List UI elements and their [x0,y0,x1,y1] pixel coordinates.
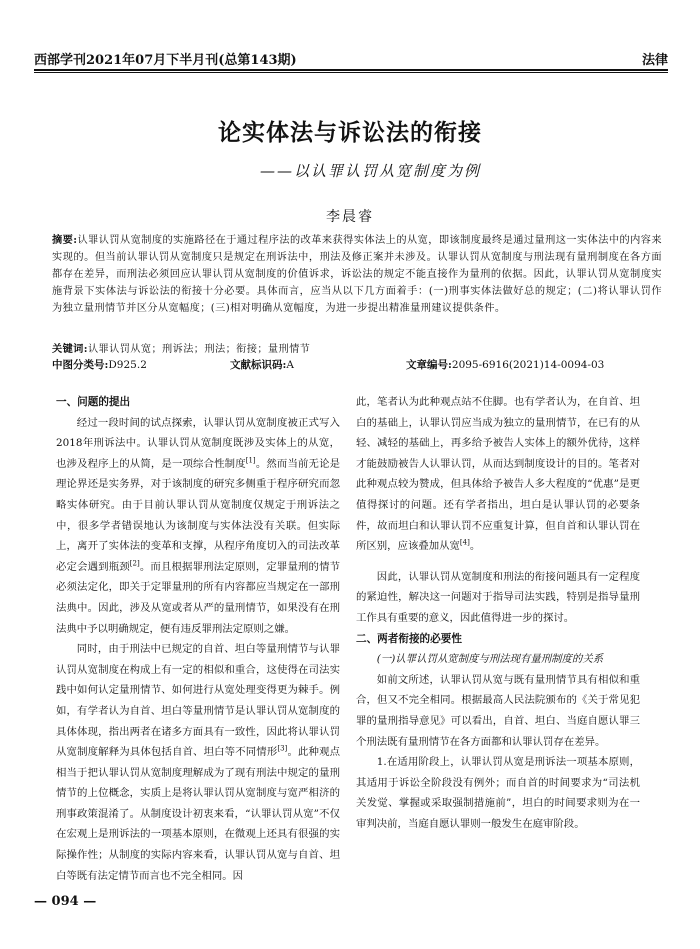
author-name: 李晨睿 [326,209,374,225]
subsection-heading: (一)认罪认罚从宽制度与刑法现有量刑制度的关系 [376,653,604,666]
paragraph [356,392,640,557]
abstract-text: 认罪认罚从宽制度的实施路径在于通过程序法的改革来获得实体法上的从宽，即该制度最终是通过量刑这一实体法中的内容来实现的。但当前认罪认罚从宽制度只是规定在刑诉法中，刑法及修正案并未涉及。认罪认罚从宽制度与刑法现有量刑制度在各方面都存在差异，而刑法必须回应认罪认罚从宽制度的价值诉求，诉讼法的规定不能直接作为量刑的依据。因此，认罪认罚从宽制度实施背景下实体法与诉讼法的衔接十分必要。具体而言，应当从以下几方面着手：(一)刑事实体法做好总的规定；(二)将认罪认罚作为独立量刑情节并区分从宽幅度；(三)相对明确从宽幅度，为进一步提出精准量刑建议提供条件。 [52,235,662,314]
paragraph-text: 。而且根据罪刑法定原则，定罪量刑的情节必须法定化，即关于定罪量刑的所有内容都应当规定在一部刑法典中。因此，涉及从宽或者从严的量刑情节，如果没有在刑法典中予以明确规定，便有违反罪刑法定原则之嫌。 [56,560,341,635]
art-value: 2095-6916(2021)14-0094-03 [451,359,605,371]
paragraph: 如前文所述，认罪认罚从宽与既有量刑情节具有相似和重合，但又不完全相同。根据最高人民法院颁布的《关于常见犯罪的量刑指导意见》可以看出，自首、坦白、当庭自愿认罪三个刑法既有量刑情节在各方面都和认罪认罚存在差异。 [356,673,640,748]
citation-ref: [3] [277,744,288,753]
doc-code [230,357,294,372]
section-heading-2: 二、两者衔接的必要性 [356,632,462,645]
header-rule-thin [34,72,668,73]
art-label: 文章编号: [406,359,452,371]
doc-value: A [286,359,294,371]
page-number: — 094 — [34,894,97,909]
clc-label: 中图分类号: [52,359,109,371]
section-heading-1: 一、问题的提出 [56,396,131,408]
classification-line [52,357,662,375]
paragraph [56,639,340,886]
paragraph [56,413,340,640]
article-subtitle: ——以认罪认罚从宽制度为例 [260,162,482,180]
paragraph-text: 。 [469,540,481,553]
keywords-text: 认罪认罚从宽；刑诉法；刑法；衔接；量刑情节 [87,344,311,355]
citation-ref: [1] [245,456,256,465]
article-number [406,357,604,372]
doc-label: 文献标识码: [230,359,287,371]
clc-number [52,357,147,372]
section-label: 法律 [641,53,668,68]
article-title: 论实体法与诉讼法的衔接 [218,119,482,146]
keywords-label: 关键词: [52,343,88,355]
abstract [52,232,662,317]
paragraph-text: 。然而当前无论是理论界还是实务界，对于该制度的研究多侧重于程序研究而忽略实体研究。由于目前认罪认罚从宽制度仅规定于刑诉法之中，很多学者错误地认为该制度与实体法没有关联。但实际上，离开了实体法的变革和支撑，从程序角度切入的司法改革必定会遇到瓶颈 [56,457,341,573]
citation-ref: [4] [459,538,470,547]
abstract-label: 摘要: [52,234,78,246]
clc-value: D925.2 [108,359,147,371]
right-column [356,392,640,834]
left-column [56,392,340,886]
journal-name: 西部学刊2021年07月下半月刊(总第143期) [34,53,297,68]
header-rule [34,69,668,71]
paragraph: 1.在适用阶段上，认罪认罚从宽是刑诉法一项基本原则，其适用于诉讼全阶段没有例外；而自首的时间要求为“司法机关发觉、掌握或采取强制措施前”，坦白的时间要求则为在一审判决前，当庭自愿认罪则一般发生在庭审阶段。 [356,756,640,830]
paragraph: 因此，认罪认罚从宽制度和刑法的衔接问题具有一定程度的紧迫性，解决这一问题对于指导司法实践，特别是指导量刑工作具有重要的意义，因此值得进一步的探讨。 [356,570,640,624]
citation-ref: [2] [129,559,140,568]
paragraph-text: 此，笔者认为此种观点站不住脚。也有学者认为，在自首、坦白的基础上，认罪认罚应当成为独立的量刑情节，在已有的从轻、减轻的基础上，再多给予被告人实体上的额外优待，这样才能鼓励被告人认罪认罚，从而达到制度设计的目的。笔者对此种观点较为赞成，但具体给予被告人多大程度的“优惠”是更值得探讨的问题。还有学者指出，坦白是认罪认罚的必要条件，故而坦白和认罪认罚不应重复计算，但自首和认罪认罚在所区别，应该叠加从宽 [356,396,640,553]
paragraph-text: 。此种观点相当于把认罪认罚从宽制度理解成为了现有刑法中规定的量刑情节的上位概念，实质上是将认罪认罚从宽制度与宽严相济的刑事政策混淆了。从制度设计初衷来看，“认罪认罚从宽”不仅在宏观上是刑诉法的一项基本原则，在微观上还具有很强的实际操作性；从制度的实际内容来看，认罪认罚从宽与自首、坦白等既有法定情节而言也不完全相同。因 [56,746,341,882]
paragraph-text: 经过一段时间的试点探索，认罪认罚从宽制度被正式写入2018年刑诉法中。认罪认罚从宽制度既涉及实体上的从宽，也涉及程序上的从简，是一项综合性制度 [56,416,340,470]
running-header [34,47,668,69]
paragraph-text: 同时，由于刑法中已规定的自首、坦白等量刑情节与认罪认罚从宽制度在构成上有一定的相似和重合，这使得在司法实践中如何认定量刑情节、如何进行从宽处理变得更为棘手。例如，有学者认为自首、坦白等量刑情节是认罪认罚从宽制度的具体体现，指出两者在诸多方面具有一致性，因此将认罪认罚从宽制度解释为具体包括自首、坦白等不同情形 [56,643,340,759]
keywords [52,340,662,355]
